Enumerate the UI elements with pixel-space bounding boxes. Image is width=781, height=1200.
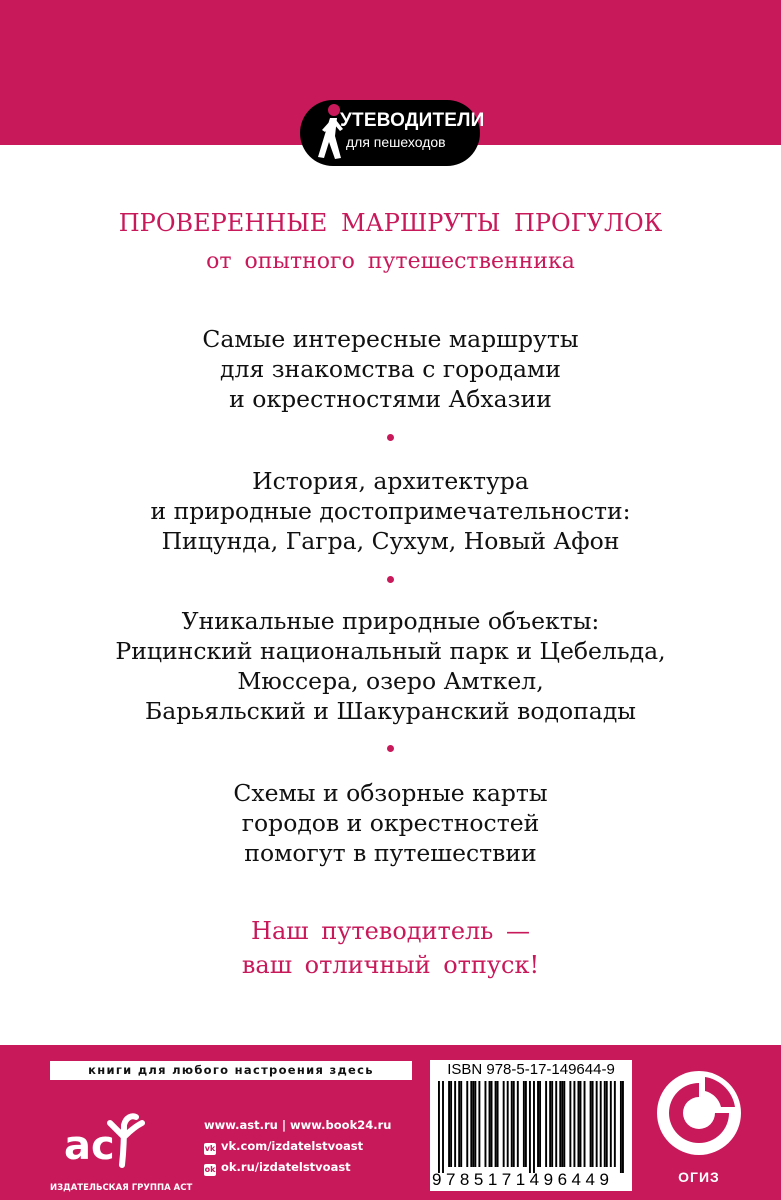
barcode-bar [539, 1081, 541, 1167]
barcode-bar [590, 1081, 592, 1167]
publisher-links [204, 1115, 391, 1178]
barcode-bar [466, 1081, 468, 1167]
series-logo-subtitle: для пешеходов [346, 134, 446, 150]
barcode-bar [569, 1081, 571, 1167]
main-heading: ПРОВЕРЕННЫЕ МАРШРУТЫ ПРОГУЛОК [118, 209, 663, 237]
websites-link[interactable]: www.ast.ru | www.book24.ru [204, 1118, 392, 1132]
barcode-number: 9785171496449 [432, 1170, 614, 1189]
series-logo-title: УТЕВОДИТЕЛИ [340, 110, 485, 131]
feature-line: помогут в путешествии [244, 839, 537, 867]
barcode-bar [551, 1081, 553, 1167]
bullet-dot-icon [387, 745, 394, 752]
barcode-bar [448, 1081, 450, 1167]
barcode-bar [559, 1081, 561, 1167]
barcode-bar [474, 1081, 476, 1167]
vk-icon: vk [204, 1144, 216, 1153]
feature-line: История, архитектура [252, 467, 529, 495]
imprint-name: ОГИЗ [678, 1169, 720, 1185]
barcode-bar [549, 1081, 551, 1167]
barcode-bar [472, 1081, 474, 1167]
barcode-bar [454, 1081, 456, 1167]
feature-line: Самые интересные маршруты [202, 325, 579, 353]
barcode-bars [438, 1081, 624, 1173]
ok-icon: ok [204, 1165, 216, 1174]
barcode-bar [511, 1081, 513, 1167]
barcode-bar [438, 1081, 440, 1173]
barcode-bar [620, 1081, 622, 1173]
ogiz-circle-icon [655, 1069, 743, 1157]
feature-line: Уникальные природные объекты: [181, 607, 600, 635]
ast-logo-icon [58, 1107, 168, 1177]
feature-line: Барьяльский и Шакуранский водопады [145, 697, 636, 725]
barcode-bar [525, 1081, 527, 1167]
series-logo [300, 100, 485, 166]
feature-line: Мюссера, озеро Амткел, [237, 667, 544, 695]
feature-line: Рицинский национальный парк и Цебельда, [115, 637, 666, 665]
isbn-text: ISBN 978-5-17-149644-9 [447, 1061, 615, 1078]
barcode-bar [478, 1081, 480, 1167]
slogan-line: Наш путеводитель — [251, 917, 530, 945]
feature-block-history [0, 466, 781, 556]
isbn-barcode [430, 1060, 632, 1191]
barcode-bar [578, 1081, 580, 1167]
feature-block-nature [0, 606, 781, 726]
barcode-bar [610, 1081, 612, 1167]
feature-block-routes [0, 324, 781, 414]
barcode-bar [537, 1081, 539, 1167]
sub-heading: от опытного путешественника [206, 249, 575, 274]
barcode-bar [614, 1081, 616, 1167]
svg-text:ac: ac [64, 1123, 115, 1169]
feature-line: и природные достопримечательности: [150, 497, 631, 525]
footer-band [0, 1045, 781, 1200]
barcode-bar [592, 1081, 594, 1167]
feature-line: для знакомства с городами [220, 355, 561, 383]
feature-line: Пицунда, Гагра, Сухум, Новый Афон [161, 527, 620, 555]
barcode-bar [513, 1081, 515, 1167]
bullet-dot-icon [387, 576, 394, 583]
barcode-bar [622, 1081, 624, 1173]
feature-line: городов и окрестностей [241, 809, 540, 837]
barcode-bar [495, 1081, 497, 1167]
barcode-bar [596, 1081, 598, 1167]
feature-line: Схемы и обзорные карты [233, 779, 548, 807]
barcode-bar [604, 1081, 606, 1167]
slogan [0, 914, 781, 982]
barcode-bar [523, 1081, 525, 1167]
barcode-bar [529, 1081, 531, 1173]
barcode-bar [503, 1081, 505, 1167]
barcode-bar [485, 1081, 487, 1167]
feature-block-maps [0, 778, 781, 868]
barcode-bar [573, 1081, 575, 1167]
barcode-bar [533, 1081, 535, 1173]
barcode-bar [458, 1081, 460, 1167]
barcode-bar [545, 1081, 547, 1167]
barcode-bar [450, 1081, 452, 1167]
ok-link[interactable] [204, 1157, 391, 1178]
barcode-bar [580, 1081, 582, 1167]
barcode-bar [561, 1081, 563, 1167]
ok-link-text: ok.ru/izdatelstvoast [221, 1160, 351, 1174]
barcode-bar [584, 1081, 586, 1167]
vk-link[interactable] [204, 1136, 391, 1157]
barcode-bar [517, 1081, 519, 1167]
footer-strip: книги для любого настроения здесь [50, 1061, 412, 1080]
slogan-line: ваш отличный отпуск! [241, 951, 540, 979]
vk-link-text: vk.com/izdatelstvoast [221, 1139, 364, 1153]
barcode-bar [507, 1081, 509, 1167]
barcode-bar [470, 1081, 472, 1167]
barcode-bar [442, 1081, 444, 1173]
bullet-dot-icon [387, 434, 394, 441]
barcode-bar [460, 1081, 462, 1167]
barcode-bar [489, 1081, 491, 1167]
barcode-bar [555, 1081, 557, 1167]
barcode-bar [497, 1081, 499, 1167]
feature-line: и окрестностями Абхазии [229, 385, 552, 413]
barcode-bar [606, 1081, 608, 1167]
barcode-bar [563, 1081, 565, 1167]
barcode-bar [491, 1081, 493, 1167]
barcode-bar [600, 1081, 602, 1167]
publisher-caption: ИЗДАТЕЛЬСКАЯ ГРУППА АСТ [50, 1183, 193, 1193]
